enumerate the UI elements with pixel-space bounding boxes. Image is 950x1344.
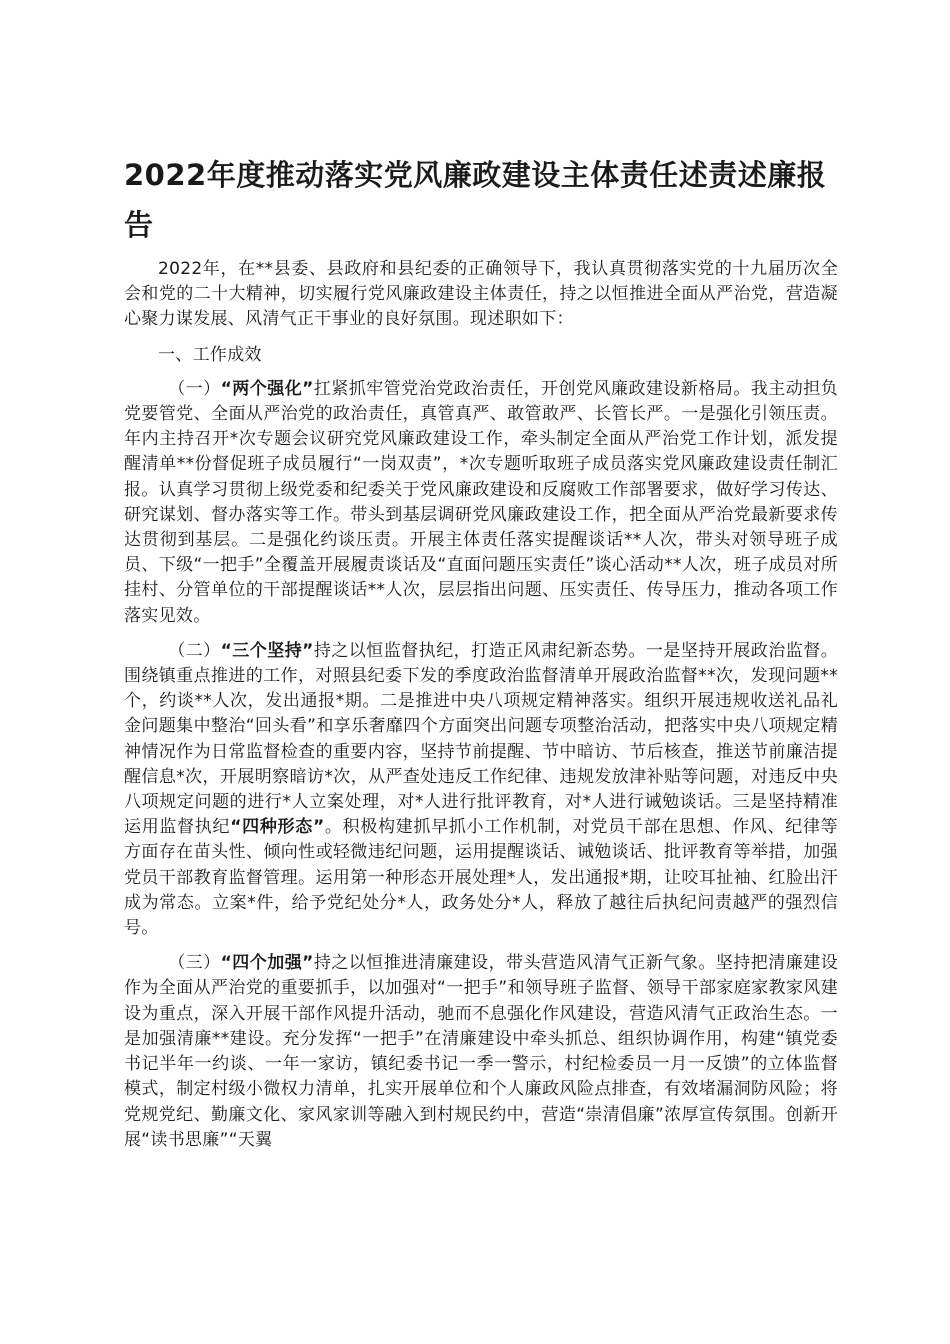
paragraph-3-text: 持之以恒推进清廉建设，带头营造风清气正新气象。坚持把清廉建设作为全面从严治党的重要抓手，以加强对“一把手”和领导班子监督、领导干部家庭家教家风建设为重点，深入开展干部作风提升活动，驰而不息强化作风建设，营造风清气正政治生态。一是加强清廉**建设。充分发挥“一把手”在清廉建设中牵头抓总、组织协调作用，构建“镇党委书记半年一约谈、一年一家访，镇纪委书记一季一警示，村纪检委员一月一反馈”的立体监督模式，制定村级小微权力清单，扎实开展单位和个人廉政风险点排查，有效堵漏洞防风险；将党规党纪、勤廉文化、家风家训等融入到村规民约中，营造“崇清倡廉”浓厚宣传氛围。创新开展“读书思廉”“天翼	[124, 953, 838, 1150]
document-body	[124, 257, 838, 1163]
paragraph-2-number: （二）	[168, 640, 221, 661]
section-heading: 一、工作成效	[158, 344, 262, 365]
paragraph-2	[124, 639, 838, 941]
intro-paragraph: 2022年，在**县委、县政府和县纪委的正确领导下，我认真贯彻落实党的十九届历次全会和党的二十大精神，切实履行党风廉政建设主体责任，持之以恒推进全面从严治党，营造凝心聚力谋发展、风清气正干事业的良好氛围。现述职如下：	[124, 259, 838, 330]
paragraph-2-text-a: 持之以恒监督执纪，打造正风肃纪新态势。一是坚持开展政治监督。围绕镇重点推进的工作，对照县纪委下发的季度政治监督清单开展政治监督**次，发现问题**个，约谈**人次，发出通报*期。二是推进中央八项规定精神落实。组织开展违规收送礼品礼金问题集中整治“回头看”和享乐奢靡四个方面突出问题专项整治活动，把落实中央八项规定精神情况作为日常监督检查的重要内容，坚持节前提醒、节中暗访、节后核查，推送节前廉洁提醒信息*次，开展明察暗访*次，从严查处违反工作纪律、违规发放津补贴等问题，对违反中央八项规定问题的进行*人立案处理，对*人进行批评教育，对*人进行诫勉谈话。三是坚持精准运用监督执纪	[124, 640, 838, 838]
paragraph-3-number: （三）	[168, 953, 221, 974]
paragraph-1-text: 扛紧抓牢管党治党政治责任，开创党风廉政建设新格局。我主动担负党要管党、全面从严治党的政治责任，真管真严、敢管敢严、长管长严。一是强化引领压责。年内主持召开*次专题会议研究党风廉政建设工作，牵头制定全面从严治党工作计划，派发提醒清单**份督促班子成员履行“一岗双责”，*次专题听取班子成员落实党风廉政建设责任制汇报。认真学习贯彻上级党委和纪委关于党风廉政建设和反腐败工作部署要求，做好学习传达、研究谋划、督办落实等工作。带头到基层调研党风廉政建设工作，把全面从严治党最新要求传达贯彻到基层。二是强化约谈压责。开展主体责任落实提醒谈话**人次，带头对领导班子成员、下级“一把手”全覆盖开展履责谈话及“直面问题压实责任”谈心活动**人次，班子成员对所挂村、分管单位的干部提醒谈话**人次，层层指出问题、压实责任、传导压力，推动各项工作落实见效。	[124, 378, 838, 626]
document-title: 2022年度推动落实党风廉政建设主体责任述责述廉报告	[124, 158, 827, 242]
paragraph-2-keyword-2: “四种形态”	[230, 817, 325, 838]
paragraph-1-number: （一）	[168, 378, 221, 399]
paragraph-3-keyword: “四个加强”	[220, 953, 314, 974]
paragraph-3	[124, 951, 838, 1153]
paragraph-2-text-b: 。积极构建抓早抓小工作机制，对党员干部在思想、作风、纪律等方面存在苗头性、倾向性或轻微违纪问题，运用提醒谈话、诫勉谈话、批评教育等举措，加强党员干部教育监督管理。运用第一种形态开展处理*人，发出通报*期，让咬耳扯袖、红脸出汗成为常态。立案*件，给予党纪处分*人，政务处分*人，释放了越往后执纪问责越严的强烈信号。	[124, 817, 838, 939]
paragraph-1-keyword: “两个强化”	[220, 378, 314, 399]
paragraph-1	[124, 377, 838, 629]
paragraph-2-keyword: “三个坚持”	[220, 640, 314, 661]
